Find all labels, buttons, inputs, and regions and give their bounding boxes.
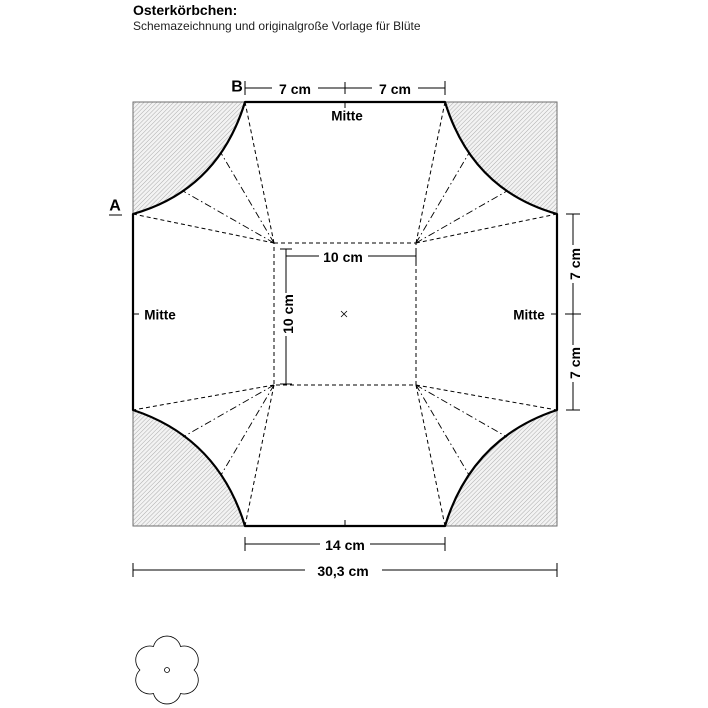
fold-line-top-left-to-a (133, 214, 274, 243)
fold-line-top-left-to-b (245, 102, 274, 243)
fold-line-top-right-upper (416, 102, 445, 243)
fold-line-top-right-side (416, 214, 557, 243)
dimension-label-right-lower: 7 cm (567, 347, 583, 379)
dimension-label-inner-height: 10 cm (280, 294, 296, 334)
point-label-a: A (109, 197, 121, 215)
flap-fold-bottom-left-2 (183, 385, 274, 437)
dimension-overall-width (133, 563, 557, 579)
page-title: Osterkörbchen: (133, 2, 238, 18)
flower-center-circle (165, 668, 170, 673)
flower-template (136, 636, 199, 704)
flap-fold-top-left-2 (183, 191, 274, 243)
corner-hatch-bottom-left (133, 410, 245, 526)
dimension-bottom-edge (245, 537, 445, 553)
flap-fold-bottom-right-2 (416, 385, 507, 437)
dimension-label-overall-width: 30,3 cm (317, 563, 369, 579)
flap-fold-top-right-1 (416, 153, 469, 243)
flower-outline-icon (136, 636, 199, 704)
dimension-top (245, 81, 445, 97)
flap-fold-top-left-1 (221, 153, 274, 243)
dimension-inner (280, 249, 416, 384)
corner-hatch-bottom-right (445, 410, 557, 526)
fold-lines-dash-dot (183, 153, 507, 475)
dimension-label-right-upper: 7 cm (567, 248, 583, 280)
fold-line-bottom-right-lower (416, 385, 445, 526)
mitte-label-left: Mitte (144, 307, 176, 323)
mitte-label-top: Mitte (331, 108, 363, 124)
corner-hatch-top-left (133, 102, 245, 214)
dimension-label-bottom-edge: 14 cm (325, 537, 365, 553)
page-subtitle: Schemazeichnung und originalgroße Vorlage für Blüte (133, 19, 421, 33)
fold-line-bottom-left-lower (245, 385, 274, 526)
dimension-label-top-left: 7 cm (279, 81, 311, 97)
mitte-label-right: Mitte (513, 307, 545, 323)
flap-fold-bottom-right-1 (416, 385, 469, 475)
flap-fold-top-right-2 (416, 191, 507, 243)
dimension-label-inner-width: 10 cm (323, 249, 363, 265)
point-label-b: B (231, 78, 243, 96)
flap-fold-bottom-left-1 (221, 385, 274, 475)
dimension-label-top-right: 7 cm (379, 81, 411, 97)
dimension-right (565, 214, 583, 410)
center-cross-mark (341, 311, 347, 317)
corner-hatch-top-right (445, 102, 557, 214)
